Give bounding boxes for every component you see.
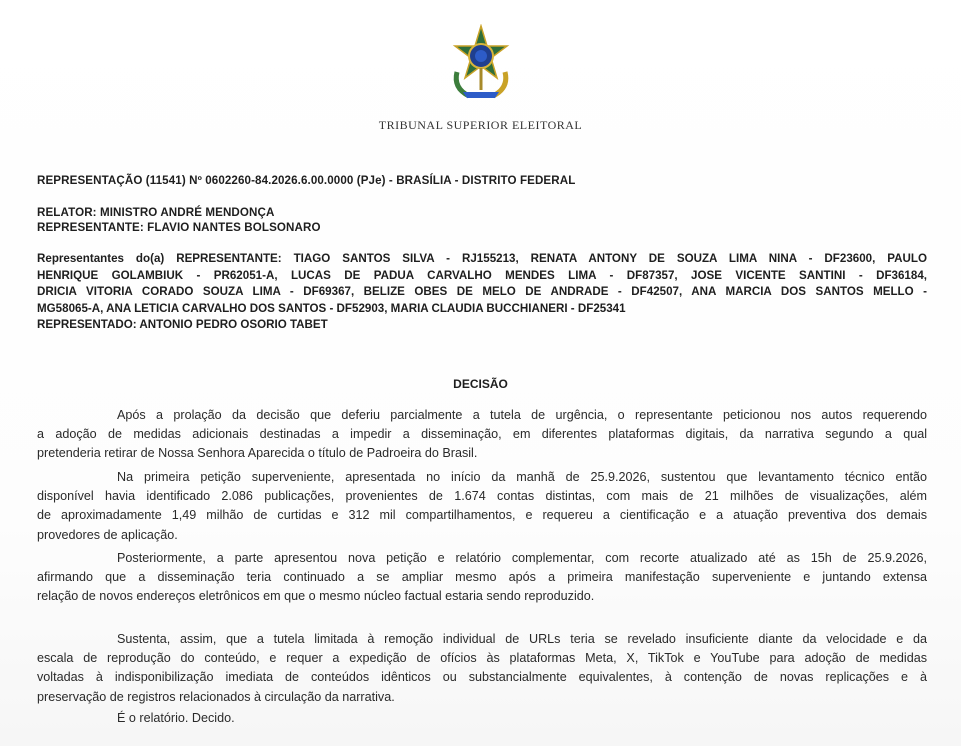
- closing-line: É o relatório. Decido.: [117, 711, 235, 725]
- representantes-line: Representantes do(a) REPRESENTANTE: TIAGO SANTOS SILVA - RJ155213, RENATA ANTONY DE SOUZA LIMA NINA - DF23600, PAULO: [37, 252, 927, 265]
- paragraph-line: Na primeira petição superveniente, apresentada no início da manhã de 25.9.2026, sustentou que levantamento técnico então: [117, 470, 927, 484]
- decisao-title: DECISÃO: [453, 377, 508, 391]
- representantes-line: DRICIA VITORIA CORADO SOUZA LIMA - DF69367, BELIZE OBES DE MELO DE ANDRADE - DF42507, ANA MARCIA DOS SANTOS MELLO -: [37, 285, 927, 299]
- relator-line: RELATOR: MINISTRO ANDRÉ MENDONÇA: [37, 206, 275, 219]
- paragraph-line: pretenderia retirar de Nossa Senhora Aparecida o título de Padroeira do Brasil.: [37, 446, 478, 461]
- process-line: REPRESENTAÇÃO (11541) Nº 0602260-84.2026.6.00.0000 (PJe) - BRASÍLIA - DISTRITO FEDERAL: [37, 174, 576, 187]
- paragraph-line: escala de reprodução do conteúdo, e requer a expedição de ofícios às plataformas Meta, X, TikTok e YouTube para adoção de medidas: [37, 651, 927, 666]
- paragraph-line: afirmando que a disseminação teria continuado a se ampliar mesmo após a primeira manifestação superveniente e juntando extensa: [37, 570, 927, 585]
- paragraph-line: relação de novos endereços eletrônicos em que o mesmo núcleo factual estaria sendo reproduzido.: [37, 589, 595, 604]
- paragraph-line: Após a prolação da decisão que deferiu parcialmente a tutela de urgência, o representante peticionou nos autos requerendo: [117, 408, 927, 422]
- decision-paragraph: [37, 630, 927, 707]
- document-header: [0, 24, 961, 109]
- representantes-line: MG58065-A, ANA LETICIA CARVALHO DOS SANTOS - DF52903, MARIA CLAUDIA BUCCHIANERI - DF25341: [37, 301, 626, 315]
- court-name: TRIBUNAL SUPERIOR ELEITORAL: [378, 118, 583, 132]
- coat-of-arms-icon: [445, 24, 517, 104]
- paragraph-line: Posteriormente, a parte apresentou nova petição e relatório complementar, com recorte atualizado até as 15h de 25.9.2026,: [117, 551, 927, 565]
- decision-paragraph: [37, 549, 927, 607]
- paragraph-line: a adoção de medidas adicionais destinadas a impedir a disseminação, em diferentes plataformas digitais, da narrativa segundo a qual: [37, 427, 927, 442]
- paragraph-line: provedores de aplicação.: [37, 527, 178, 542]
- representante-line: REPRESENTANTE: FLAVIO NANTES BOLSONARO: [37, 221, 321, 234]
- decision-paragraph: [37, 406, 927, 464]
- paragraph-line: de aproximadamente 1,49 milhão de curtidas e 312 mil compartilhamentos, e requereu a cientificação e a atuação preventiva dos demais: [37, 508, 927, 523]
- representantes-block: [37, 251, 927, 334]
- decision-paragraph: [37, 468, 927, 545]
- paragraph-line: Sustenta, assim, que a tutela limitada à remoção individual de URLs teria se revelado insuficiente diante da velocidade e da: [117, 632, 927, 646]
- representantes-line: HENRIQUE GOLAMBIUK - PR62051-A, LUCAS DE PADUA CARVALHO MENDES LIMA - DF87357, JOSE VICENTE SANTINI - DF36184,: [37, 268, 927, 282]
- paragraph-line: preservação de registros relacionados à circulação da narrativa.: [37, 689, 395, 704]
- paragraph-line: voltadas à indisponibilização imediata de conteúdos idênticos ou substancialmente equivalentes, à contenção de novas replicações e à: [37, 670, 927, 685]
- paragraph-line: disponível havia identificado 2.086 publicações, provenientes de 1.674 contas distintas, com mais de 21 milhões de visualizações, além: [37, 489, 927, 504]
- representado-line: REPRESENTADO: ANTONIO PEDRO OSORIO TABET: [37, 318, 328, 332]
